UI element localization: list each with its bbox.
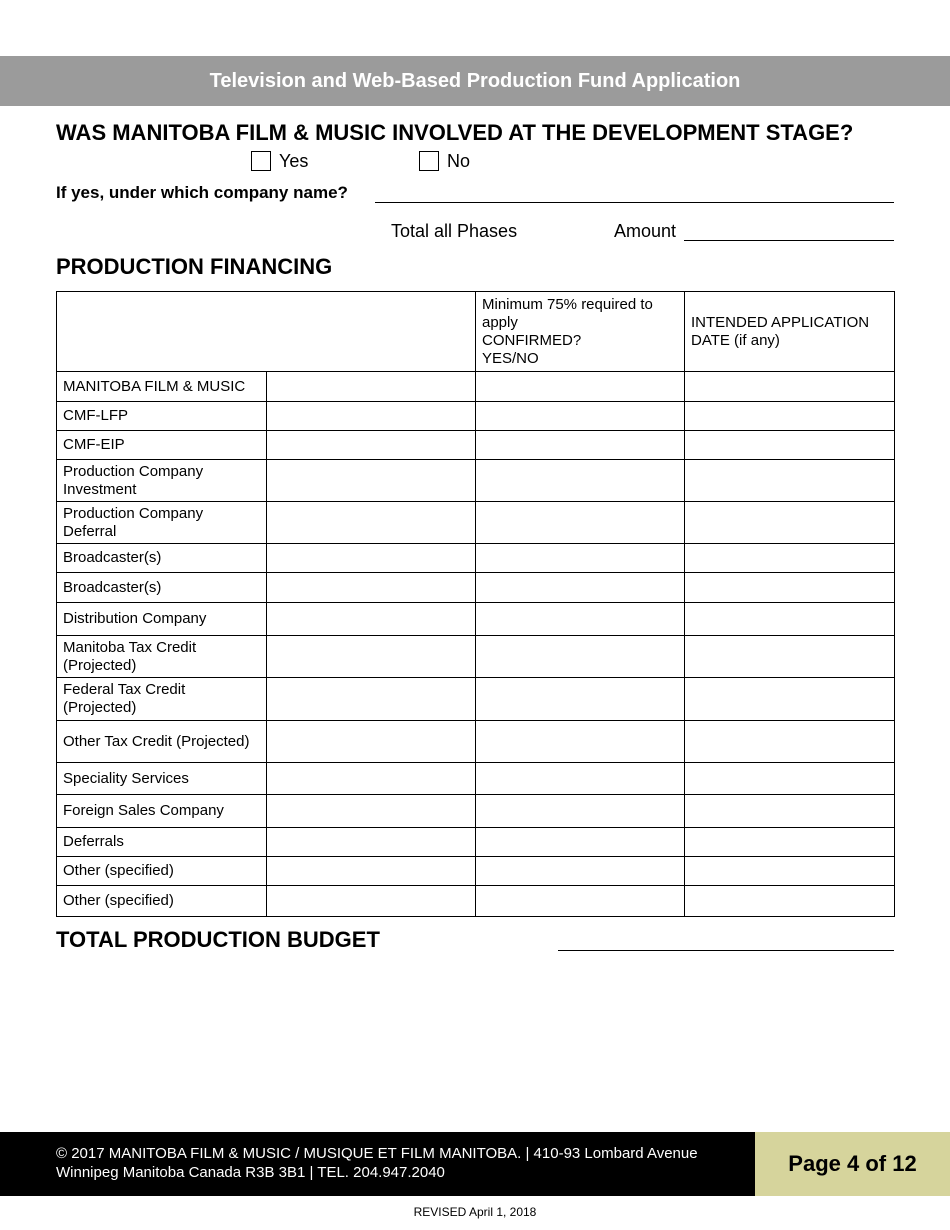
- row-label: Speciality Services: [57, 763, 267, 795]
- date-cell[interactable]: [685, 763, 895, 795]
- table-row: [57, 603, 895, 636]
- confirmed-cell[interactable]: [476, 678, 685, 721]
- row-label: Broadcaster(s): [57, 544, 267, 573]
- amount-cell[interactable]: [267, 886, 476, 917]
- table-row: [57, 828, 895, 857]
- amount-field[interactable]: [684, 224, 894, 241]
- page-number: Page 4 of 12: [788, 1151, 917, 1176]
- amount-cell[interactable]: [267, 544, 476, 573]
- banner-title: Television and Web-Based Production Fund Application: [209, 69, 741, 92]
- row-label: Other (specified): [57, 886, 267, 917]
- date-cell[interactable]: [685, 502, 895, 544]
- date-cell[interactable]: [685, 573, 895, 603]
- no-checkbox[interactable]: [419, 151, 439, 171]
- row-label: Production Company Deferral: [57, 502, 267, 544]
- row-label: CMF-LFP: [57, 402, 267, 431]
- amount-cell[interactable]: [267, 678, 476, 721]
- confirmed-cell[interactable]: [476, 763, 685, 795]
- table-row: [57, 402, 895, 431]
- row-label: Manitoba Tax Credit (Projected): [57, 636, 267, 678]
- footer-address: [0, 1132, 755, 1196]
- confirmed-cell[interactable]: [476, 603, 685, 636]
- yes-label: Yes: [279, 151, 309, 171]
- row-label: Distribution Company: [57, 603, 267, 636]
- date-cell[interactable]: [685, 431, 895, 460]
- yes-checkbox[interactable]: [251, 151, 271, 171]
- date-cell[interactable]: [685, 721, 895, 763]
- date-cell[interactable]: [685, 544, 895, 573]
- table-row: [57, 636, 895, 678]
- table-row: [57, 372, 895, 402]
- development-question: WAS MANITOBA FILM & MUSIC INVOLVED AT THE DEVELOPMENT STAGE?: [56, 120, 854, 145]
- total-all-phases-label: Total all Phases: [391, 221, 518, 241]
- no-label: No: [447, 151, 471, 171]
- date-cell[interactable]: [685, 828, 895, 857]
- date-cell[interactable]: [685, 678, 895, 721]
- amount-cell[interactable]: [267, 460, 476, 502]
- amount-cell[interactable]: [267, 828, 476, 857]
- row-label: Foreign Sales Company: [57, 795, 267, 828]
- amount-cell[interactable]: [267, 795, 476, 828]
- row-label: CMF-EIP: [57, 431, 267, 460]
- row-label: Production Company Investment: [57, 460, 267, 502]
- confirmed-cell[interactable]: [476, 502, 685, 544]
- amount-label: Amount: [614, 221, 677, 241]
- row-label: Other (specified): [57, 857, 267, 886]
- table-row: [57, 763, 895, 795]
- table-row: [57, 544, 895, 573]
- total-production-budget-title: TOTAL PRODUCTION BUDGET: [56, 927, 380, 952]
- confirmed-cell[interactable]: [476, 402, 685, 431]
- confirmed-cell[interactable]: [476, 857, 685, 886]
- confirmed-cell[interactable]: [476, 886, 685, 917]
- table-row: [57, 678, 895, 721]
- date-cell[interactable]: [685, 857, 895, 886]
- amount-cell[interactable]: [267, 402, 476, 431]
- confirmed-cell[interactable]: [476, 636, 685, 678]
- confirmed-cell[interactable]: [476, 721, 685, 763]
- table-row: [57, 502, 895, 544]
- footer-page-box: [755, 1132, 950, 1196]
- financing-table: [56, 291, 895, 917]
- amount-cell[interactable]: [267, 763, 476, 795]
- confirmed-cell[interactable]: [476, 431, 685, 460]
- amount-cell[interactable]: [267, 502, 476, 544]
- date-cell[interactable]: [685, 603, 895, 636]
- table-row: [57, 857, 895, 886]
- confirmed-cell[interactable]: [476, 795, 685, 828]
- date-cell[interactable]: [685, 636, 895, 678]
- amount-cell[interactable]: [267, 573, 476, 603]
- header-intended-date: INTENDED APPLICATION DATE (if any): [685, 292, 895, 372]
- table-row: [57, 886, 895, 917]
- production-financing-title: PRODUCTION FINANCING: [56, 254, 333, 279]
- page-banner: [0, 56, 950, 106]
- row-label: MANITOBA FILM & MUSIC: [57, 372, 267, 402]
- footer-copyright: © 2017 MANITOBA FILM & MUSIC / MUSIQUE ET FILM MANITOBA. | 410-93 Lombard Avenue Winnipeg Manitoba Canada R3B 3B1 | TEL. 204.947.2040: [56, 1145, 698, 1181]
- date-cell[interactable]: [685, 402, 895, 431]
- table-row: [57, 795, 895, 828]
- date-cell[interactable]: [685, 886, 895, 917]
- confirmed-cell[interactable]: [476, 828, 685, 857]
- row-label: Other Tax Credit (Projected): [57, 721, 267, 763]
- header-blank-cell: [57, 292, 476, 372]
- total-budget-field[interactable]: [558, 934, 894, 951]
- company-name-field[interactable]: [375, 186, 894, 203]
- table-row: [57, 431, 895, 460]
- date-cell[interactable]: [685, 795, 895, 828]
- table-row: [57, 721, 895, 763]
- confirmed-cell[interactable]: [476, 544, 685, 573]
- confirmed-cell[interactable]: [476, 460, 685, 502]
- revised-date: REVISED April 1, 2018: [413, 1205, 537, 1219]
- amount-cell[interactable]: [267, 721, 476, 763]
- amount-cell[interactable]: [267, 857, 476, 886]
- confirmed-cell[interactable]: [476, 573, 685, 603]
- company-name-prompt: If yes, under which company name?: [56, 183, 348, 202]
- date-cell[interactable]: [685, 460, 895, 502]
- amount-cell[interactable]: [267, 372, 476, 402]
- confirmed-cell[interactable]: [476, 372, 685, 402]
- row-label: Federal Tax Credit (Projected): [57, 678, 267, 721]
- header-confirmed: Minimum 75% required to apply CONFIRMED? YES/NO: [476, 292, 685, 372]
- row-label: Deferrals: [57, 828, 267, 857]
- table-header-row: [57, 292, 895, 372]
- date-cell[interactable]: [685, 372, 895, 402]
- table-row: [57, 460, 895, 502]
- amount-cell[interactable]: [267, 603, 476, 636]
- amount-cell[interactable]: [267, 431, 476, 460]
- amount-cell[interactable]: [267, 636, 476, 678]
- row-label: Broadcaster(s): [57, 573, 267, 603]
- table-row: [57, 573, 895, 603]
